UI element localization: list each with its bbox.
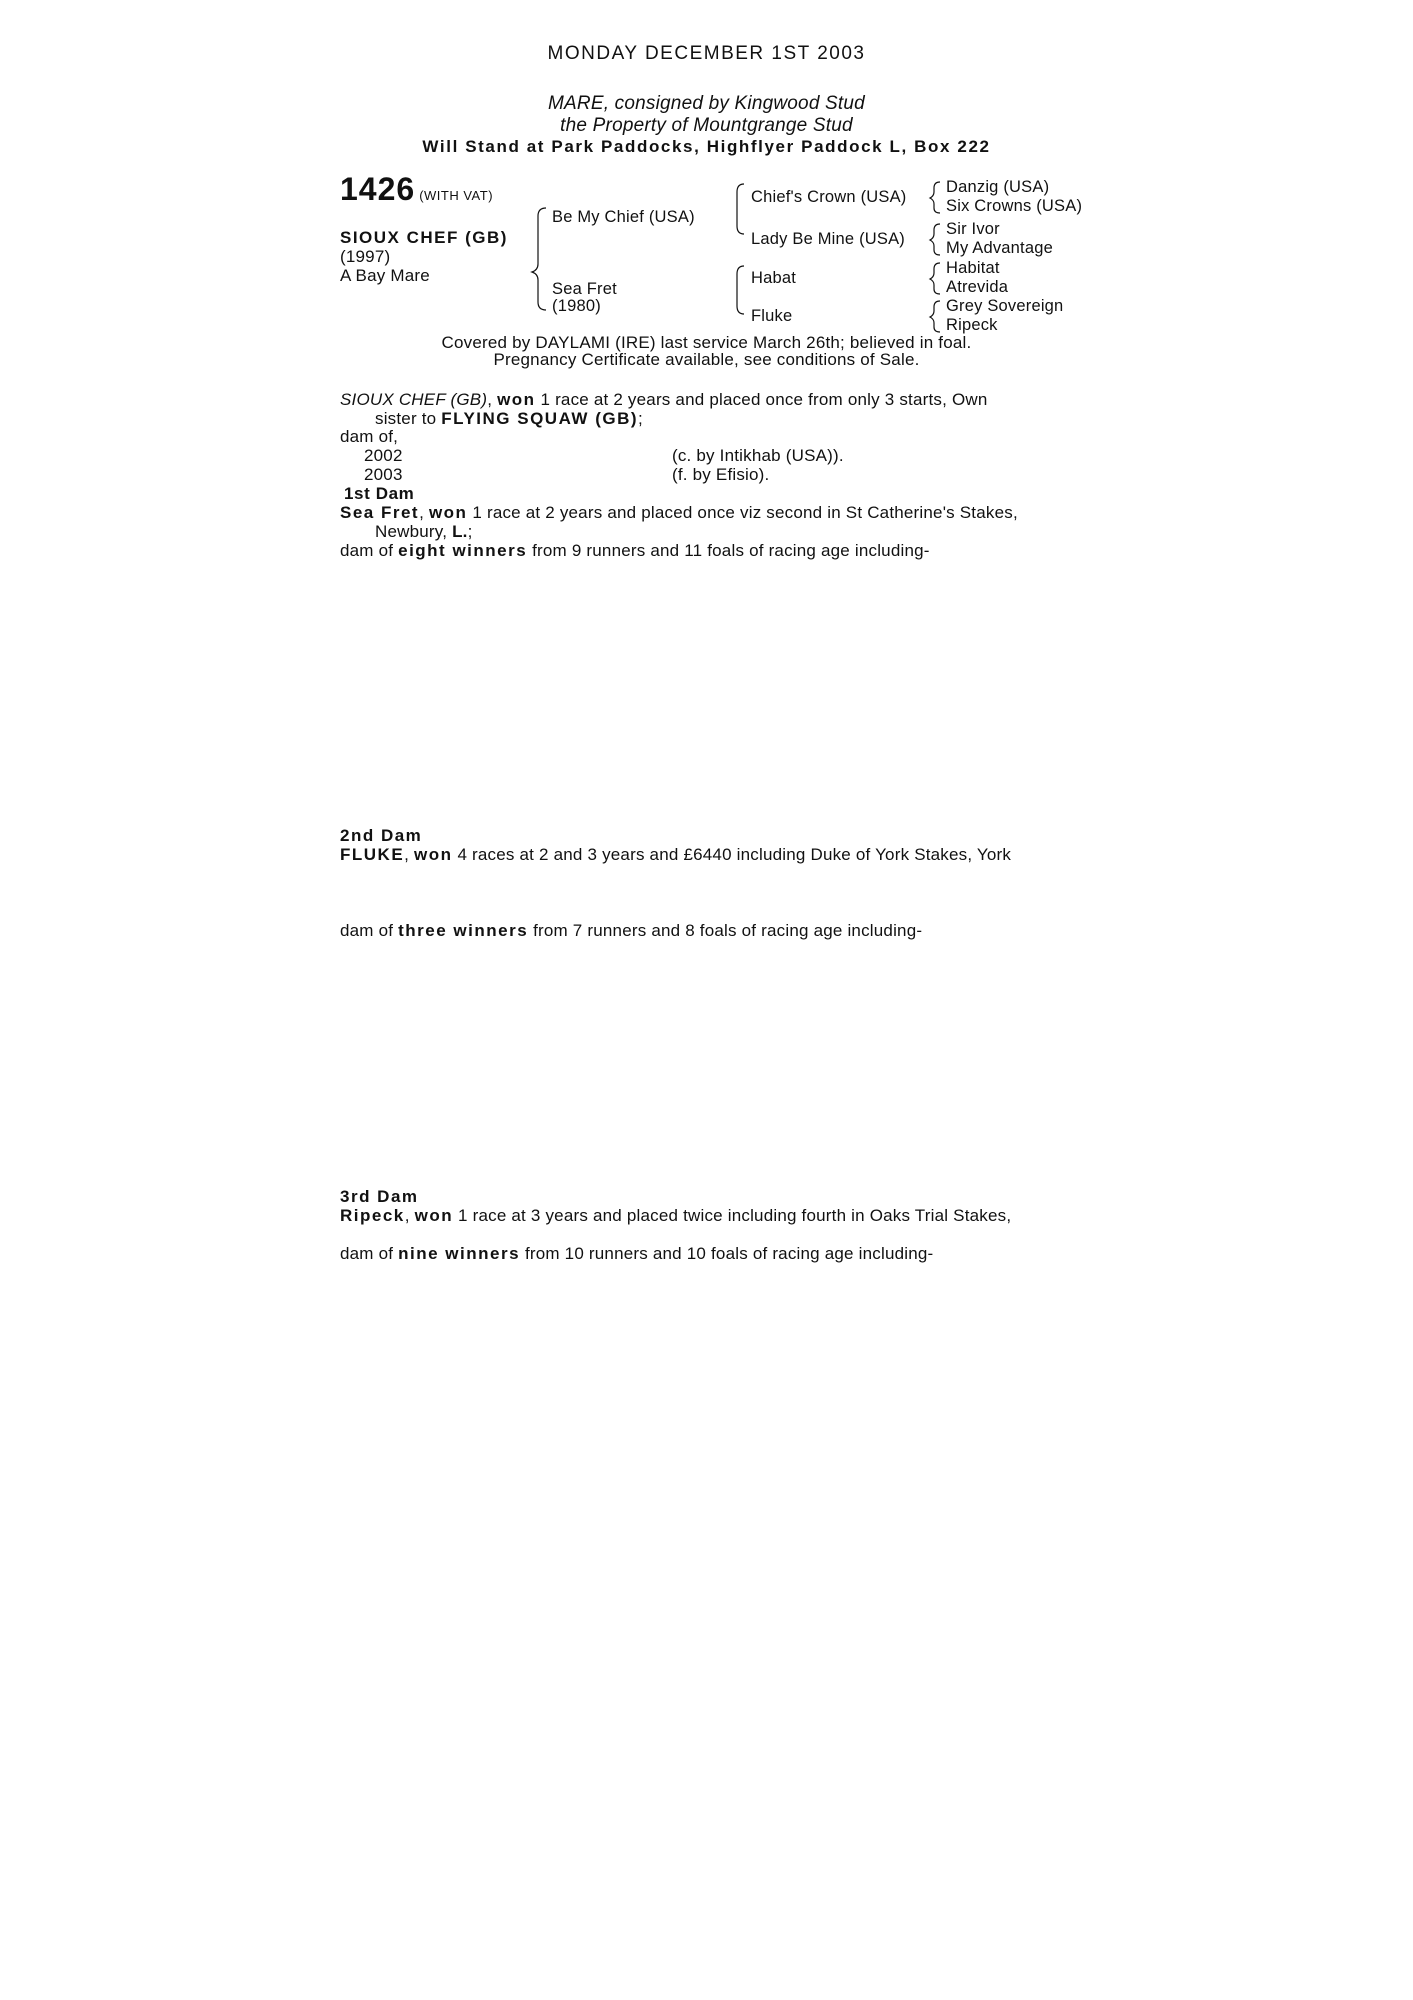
pedigree-dam: Sea Fret	[552, 280, 617, 298]
pedigree-gen4-6: Atrevida	[946, 278, 1009, 296]
first-dam-heading: 1st Dam	[344, 484, 415, 503]
second-dam-line-1: FLUKE, won 4 races at 2 and 3 years and £6440 including Duke of York Stakes, York	[340, 845, 1012, 864]
pedigree-gen4-8: Ripeck	[946, 316, 998, 334]
second-dam-won: won	[414, 845, 453, 864]
first-dam-damof	[340, 541, 930, 560]
pedigree-sire-dam: Lady Be Mine (USA)	[751, 230, 905, 248]
horse-year: (1997)	[340, 247, 391, 266]
intro-line-2	[375, 409, 643, 428]
first-dam-text-1: 1 race at 2 years and placed once viz second in St Catherine's Stakes,	[467, 503, 1018, 522]
third-dam-damof	[340, 1244, 933, 1263]
consignor-line: MARE, consigned by Kingwood Stud	[548, 93, 865, 114]
horse-description: A Bay Mare	[340, 266, 430, 285]
horse-name: SIOUX CHEF (GB)	[340, 228, 508, 247]
first-dam-line-2	[375, 522, 473, 541]
first-dam-text-2c: ;	[467, 522, 473, 541]
third-dam-damof-b: nine winners	[398, 1244, 521, 1263]
second-dam-name: FLUKE	[340, 845, 405, 864]
second-dam-damof-b: three winners	[398, 921, 529, 940]
intro-text-2a: sister to	[375, 409, 442, 428]
pedigree-gen4-2: Six Crowns (USA)	[946, 197, 1083, 215]
first-dam-damof-b: eight winners	[398, 541, 528, 560]
pedigree-gen4-5: Habitat	[946, 259, 1000, 277]
intro-sister: FLYING SQUAW (GB)	[441, 409, 639, 428]
intro-horse-name: SIOUX CHEF (GB)	[340, 390, 488, 409]
produce-detail: (f. by Efisio).	[672, 465, 770, 484]
pedigree-gen4-4: My Advantage	[946, 239, 1053, 257]
pedigree-gen4-3: Sir Ivor	[946, 220, 1000, 238]
lot-vat: (WITH VAT)	[419, 188, 494, 203]
intro-text-1: 1 race at 2 years and placed once from only 3 starts, Own	[535, 390, 988, 409]
property-line: the Property of Mountgrange Stud	[560, 115, 853, 136]
pedigree-gen4-7: Grey Sovereign	[946, 297, 1064, 315]
first-dam-line-1: Sea Fret, won 1 race at 2 years and placed once viz second in St Catherine's Stakes,	[340, 503, 1018, 522]
first-dam-text-2a: Newbury,	[375, 522, 453, 541]
first-dam-damof-a: dam of	[340, 541, 399, 560]
intro-dam-of: dam of,	[340, 427, 399, 446]
stand-line: Will Stand at Park Paddocks, Highflyer Paddock L, Box 222	[422, 137, 991, 156]
third-dam-damof-a: dam of	[340, 1244, 399, 1263]
produce-detail: (c. by Intikhab (USA)).	[672, 446, 844, 465]
third-dam-heading: 3rd Dam	[340, 1187, 419, 1206]
sale-date: MONDAY DECEMBER 1ST 2003	[547, 43, 866, 64]
pedigree-braces	[0, 0, 1413, 340]
pedigree-dam-year: (1980)	[552, 297, 601, 315]
pedigree-dam-sire: Habat	[751, 269, 797, 287]
second-dam-damof	[340, 921, 922, 940]
first-dam-damof-c: from 9 runners and 11 foals of racing age including-	[527, 541, 930, 560]
covered-line: Covered by DAYLAMI (IRE) last service March 26th; believed in foal.	[441, 333, 972, 352]
pregnancy-line: Pregnancy Certificate available, see conditions of Sale.	[493, 350, 920, 369]
third-dam-damof-c: from 10 runners and 10 foals of racing age including-	[520, 1244, 934, 1263]
third-dam-line-1: Ripeck, won 1 race at 3 years and placed twice including fourth in Oaks Trial Stakes,	[340, 1206, 1012, 1225]
second-dam-heading: 2nd Dam	[340, 826, 423, 845]
first-dam-name: Sea Fret	[340, 503, 420, 522]
intro-text-2b: ;	[638, 409, 643, 428]
intro-line-1: SIOUX CHEF (GB), won 1 race at 2 years and placed once from only 3 starts, Own	[340, 390, 988, 409]
pedigree-dam-dam: Fluke	[751, 307, 793, 325]
first-dam-won: won	[428, 503, 468, 522]
second-dam-damof-a: dam of	[340, 921, 399, 940]
lot-number-value: 1426	[340, 171, 416, 207]
third-dam-name: Ripeck	[340, 1206, 405, 1225]
pedigree-sire: Be My Chief (USA)	[552, 208, 695, 226]
pedigree-gen4-1: Danzig (USA)	[946, 178, 1050, 196]
pedigree-sire-sire: Chief's Crown (USA)	[751, 188, 907, 206]
first-dam-text-2b: L.	[452, 522, 468, 541]
second-dam-damof-c: from 7 runners and 8 foals of racing age including-	[528, 921, 923, 940]
produce-year: 2002	[364, 446, 403, 465]
third-dam-won: won	[414, 1206, 454, 1225]
produce-year: 2003	[364, 465, 403, 484]
intro-won: won	[497, 390, 536, 409]
